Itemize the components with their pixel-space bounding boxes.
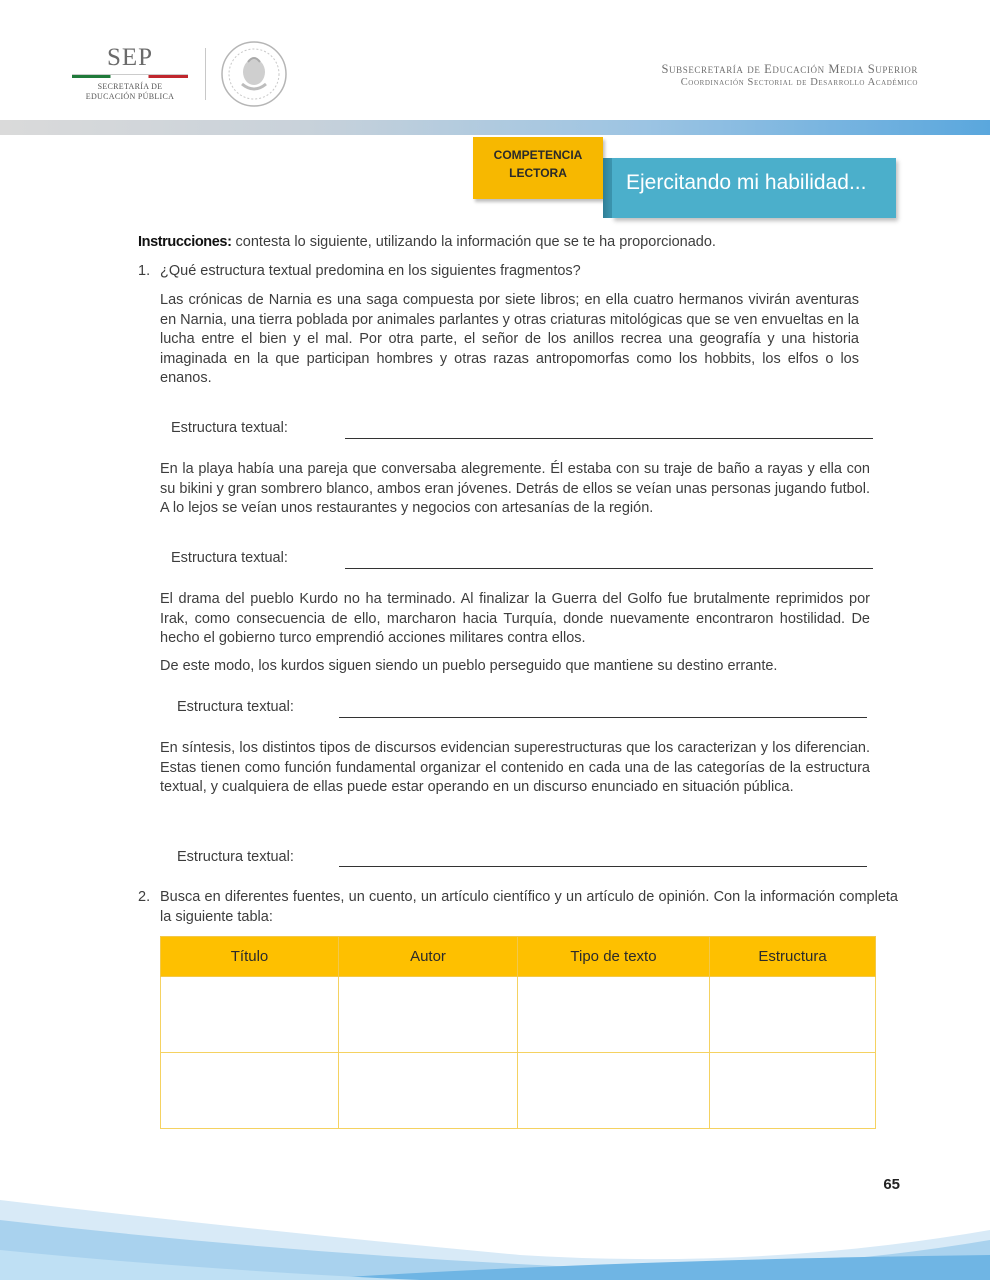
answer-table xyxy=(160,936,876,1129)
footer-waves xyxy=(0,1160,990,1280)
table-cell[interactable] xyxy=(161,1053,339,1129)
sep-logo-sub-2: EDUCACIÓN PÚBLICA xyxy=(85,92,175,101)
instructions-text: contesta lo siguiente, utilizando la información que se te ha proporcionado. xyxy=(231,234,716,250)
exercise-banner: Ejercitando mi habilidad... xyxy=(612,158,896,218)
table-header-estructura: Estructura xyxy=(710,937,876,977)
answer-line-3[interactable] xyxy=(339,717,867,718)
table-cell[interactable] xyxy=(518,1053,710,1129)
answer-label-2: Estructura textual: xyxy=(171,550,288,566)
q1-number: 1. xyxy=(138,263,151,279)
table-header-autor: Autor xyxy=(339,937,518,977)
banner-fold xyxy=(603,158,612,218)
competencia-line-1: COMPETENCIA xyxy=(493,148,583,162)
header-divider xyxy=(205,48,206,100)
fragment-3b: De este modo, los kurdos siguen siendo un pueblo perseguido que mantiene su destino errante. xyxy=(160,658,778,674)
sep-logo-rule xyxy=(72,74,188,78)
table-header-tipo: Tipo de texto xyxy=(518,937,710,977)
table-cell[interactable] xyxy=(710,977,876,1053)
sep-logo xyxy=(70,44,190,102)
table-cell[interactable] xyxy=(161,977,339,1053)
fragment-1: Las crónicas de Narnia es una saga compuesta por siete libros; en ella cuatro hermanos vivirán aventuras en Narnia, una tierra poblada por animales parlantes y otras criaturas mitológicas que se ven envueltas en la lucha entre el bien y el mal. Por otra parte, el señor de los anillos recrea una geografía y una historia imaginada en la que participan hombres y otras razas antropomorfas como los hobbits, los elfos o los enanos. xyxy=(160,292,859,386)
q2-number: 2. xyxy=(138,889,151,905)
competencia-line-2: LECTORA xyxy=(509,166,567,180)
header-band xyxy=(0,120,990,135)
instructions-label: Instrucciones: xyxy=(138,234,232,250)
answer-line-1[interactable] xyxy=(345,438,873,439)
q2-text: Busca en diferentes fuentes, un cuento, un artículo científico y un artículo de opinión. Con la información completa la siguiente tabla: xyxy=(160,889,898,925)
answer-line-2[interactable] xyxy=(345,568,873,569)
sep-logo-text: SEP xyxy=(106,44,154,71)
table-row xyxy=(161,1053,876,1129)
fragment-3a: El drama del pueblo Kurdo no ha terminado. Al finalizar la Guerra del Golfo fue brutalmente reprimidos por Irak, como consecuencia de ello, marcharon hacia Turquía, donde nuevamente encontraron hostilidad. De hecho el gobierno turco emprendió acciones militares contra ellos. xyxy=(160,591,870,646)
header-coordinacion: Coordinación Sectorial de Desarrollo Académico xyxy=(680,77,918,88)
answer-label-1: Estructura textual: xyxy=(171,420,288,436)
table-cell[interactable] xyxy=(518,977,710,1053)
answer-label-3: Estructura textual: xyxy=(177,699,294,715)
coat-of-arms-seal-icon xyxy=(220,40,288,108)
table-row xyxy=(161,977,876,1053)
table-cell[interactable] xyxy=(339,977,518,1053)
q1-question: ¿Qué estructura textual predomina en los siguientes fragmentos? xyxy=(160,263,581,279)
table-header-titulo: Título xyxy=(161,937,339,977)
fragment-2: En la playa había una pareja que conversaba alegremente. Él estaba con su traje de baño a rayas y ella con su bikini y gran sombrero blanco, ambos eran jóvenes. Detrás de ellos se veían unas personas jugando futbol. A lo lejos se veían unos restaurantes y negocios con artesanías de la región. xyxy=(160,461,870,516)
answer-label-4: Estructura textual: xyxy=(177,849,294,865)
instructions xyxy=(138,233,898,253)
answer-line-4[interactable] xyxy=(339,866,867,867)
fragment-4: En síntesis, los distintos tipos de discursos evidencian superestructuras que los caracterizan y los diferencian. Estas tienen como función fundamental organizar el contenido en cada una de las categorías de la estructura textual, y cualquiera de ellas puede estar operando en un discurso enunciado en situación pública. xyxy=(160,740,870,795)
page-number: 65 xyxy=(883,1176,900,1193)
table-cell[interactable] xyxy=(339,1053,518,1129)
table-cell[interactable] xyxy=(710,1053,876,1129)
header-subsecretaria: Subsecretaría de Educación Media Superior xyxy=(661,62,918,76)
table-header-row xyxy=(161,937,876,977)
header-institution xyxy=(661,62,918,89)
competencia-badge xyxy=(473,137,603,199)
sep-logo-sub-1: SECRETARÍA DE xyxy=(97,82,163,91)
